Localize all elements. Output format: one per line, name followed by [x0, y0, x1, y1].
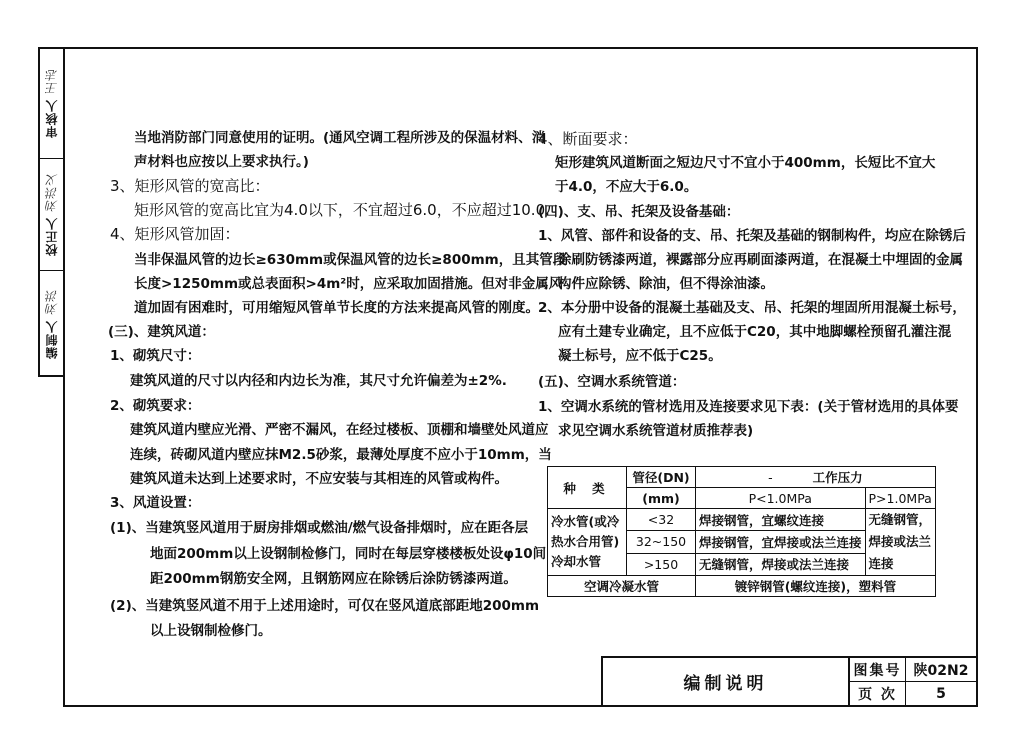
checker-signature: 刘洪义 — [45, 172, 59, 212]
table-cell-dn: 32~150 — [627, 531, 696, 553]
section-heading: 2、砌筑要求： — [110, 398, 201, 414]
page-row — [850, 682, 976, 705]
editor-cell — [40, 271, 63, 377]
table-group-cell — [548, 509, 627, 576]
text-line: 矩形建筑风道断面之短边尺寸不宜小于400mm，长短比不宜大 — [555, 155, 936, 171]
approver-cell — [40, 49, 63, 159]
text-line: 建筑风道的尺寸以内径和内边长为准，其尺寸允许偏差为±2%. — [130, 373, 507, 389]
table-header-pressure: - 工作压力 — [696, 467, 936, 488]
table-header-dn: 管径(DN) — [627, 467, 696, 488]
text-line: 2、本分册中设备的混凝土基础及支、吊、托架的埋固所用混凝土标号， — [538, 300, 966, 316]
table-cell-condensate-value: 镀锌钢管(螺纹连接)，塑料管 — [696, 576, 936, 597]
text-line: 求见空调水系统管道材质推荐表) — [558, 423, 754, 439]
section-heading: 4、断面要求： — [538, 130, 638, 148]
approver-label: 审核人 — [45, 99, 59, 139]
table-cell-dn: <32 — [627, 509, 696, 531]
text-line: 连续，砖砌风道内壁应抹M2.5砂浆，最薄处厚度不应小于10mm，当 — [130, 447, 552, 463]
page-label: 页 次 — [850, 682, 906, 705]
section-heading: 1、砌筑尺寸： — [110, 348, 201, 364]
pipe-material-table — [547, 466, 936, 597]
table-header-p-low: P<1.0MPa — [696, 488, 866, 509]
text-line: 1、风管、部件和设备的支、吊、托架及基础的钢制构件，均应在除锈后 — [538, 228, 966, 244]
table-header-kind: 种 类 — [548, 467, 627, 509]
checker-cell — [40, 159, 63, 271]
table-header-mm: (mm) — [627, 488, 696, 509]
section-heading: 4、矩形风管加固： — [110, 225, 240, 243]
text-line: 以上设钢制检修门。 — [150, 623, 272, 639]
section-heading: (四)、支、吊、托架及设备基础： — [538, 204, 740, 220]
table-cell-dn: >150 — [627, 553, 696, 575]
text-line: 当地消防部门同意使用的证明。(通风空调工程所涉及的保温材料、消 — [134, 130, 546, 146]
text-line: 建筑风道未达到上述要求时，不应安装与其相连的风管或构件。 — [130, 471, 508, 487]
signature-sidebar — [38, 47, 63, 377]
atlas-value: 陕02N2 — [913, 662, 969, 679]
section-heading: 3、风道设置： — [110, 495, 201, 511]
text-line: 凝土标号，应不低于C25。 — [558, 348, 722, 364]
text-line: (1)、当建筑竖风道用于厨房排烟或燃油/燃气设备排烟时，应在距各层 — [110, 520, 529, 536]
atlas-label: 图集号 — [850, 658, 906, 681]
text-line: 应有土建专业确定，且不应低于C20，其中地脚螺栓预留孔灌注混 — [558, 324, 952, 340]
text-line: 1、空调水系统的管材选用及连接要求见下表：(关于管材选用的具体要 — [538, 399, 959, 415]
atlas-row — [850, 658, 976, 682]
drawing-title: 编制说明 — [603, 658, 850, 705]
table-cell-low: 无缝钢管，焊接或法兰连接 — [696, 553, 866, 575]
text-line: 建筑风道内壁应光滑、严密不漏风，在经过楼板、顶棚和墙壁处风道应 — [130, 422, 549, 438]
text-line: 涂刷防锈漆两道，裸露部分应再刷面漆两道，在混凝土中埋固的金属 — [558, 252, 963, 268]
approver-signature: 王志 — [45, 68, 59, 95]
editor-signature: 刘洪 — [45, 288, 59, 315]
text-line: 构件应除锈、除油，但不得涂油漆。 — [558, 276, 774, 292]
table-header-p-high: P>1.0MPa — [865, 488, 935, 509]
text-line: 声材料也应按以上要求执行。) — [134, 154, 309, 170]
text-line: 长度>1250mm或总表面积>4m²时，应采取加固措施。但对非金属风 — [134, 276, 563, 292]
section-heading: (五)、空调水系统管道： — [538, 374, 686, 390]
text-line: 于4.0，不应大于6.0。 — [555, 179, 698, 195]
text-line: 距200mm钢筋安全网，且钢筋网应在除锈后涂防锈漆两道。 — [150, 571, 517, 587]
text-line: 矩形风管的宽高比宜为4.0以下，不宜超过6.0，不应超过10.0. — [134, 201, 550, 219]
editor-label: 编制人 — [45, 320, 59, 360]
page-number: 5 — [936, 685, 946, 702]
table-cell-high: 无缝钢管，焊接或法兰连接 — [865, 509, 935, 576]
table-group1-label: 冷水管(或冷热水合用管) — [551, 514, 620, 549]
text-line: 道加固有困难时，可用缩短风管单节长度的方法来提高风管的刚度。 — [134, 300, 539, 316]
text-line: 地面200mm以上设钢制检修门，同时在每层穿楼楼板处设φ10间 — [150, 546, 547, 562]
table-group2-label: 冷却水管 — [551, 554, 602, 569]
title-block — [601, 656, 978, 707]
table-cell-low: 焊接钢管，宜焊接或法兰连接 — [696, 531, 866, 553]
section-heading: (三)、建筑风道： — [108, 324, 215, 340]
text-line: (2)、当建筑竖风道不用于上述用途时，可仅在竖风道底部距地200mm — [110, 598, 540, 614]
section-heading: 3、矩形风管的宽高比： — [110, 177, 270, 195]
table-cell-low: 焊接钢管，宜螺纹连接 — [696, 509, 866, 531]
text-line: 当非保温风管的边长≥630mm或保温风管的边长≥800mm，且其管段 — [134, 252, 567, 268]
table-header-dash: - — [768, 470, 773, 485]
table-cell-condensate: 空调冷凝水管 — [548, 576, 696, 597]
checker-label: 校正人 — [45, 217, 59, 257]
